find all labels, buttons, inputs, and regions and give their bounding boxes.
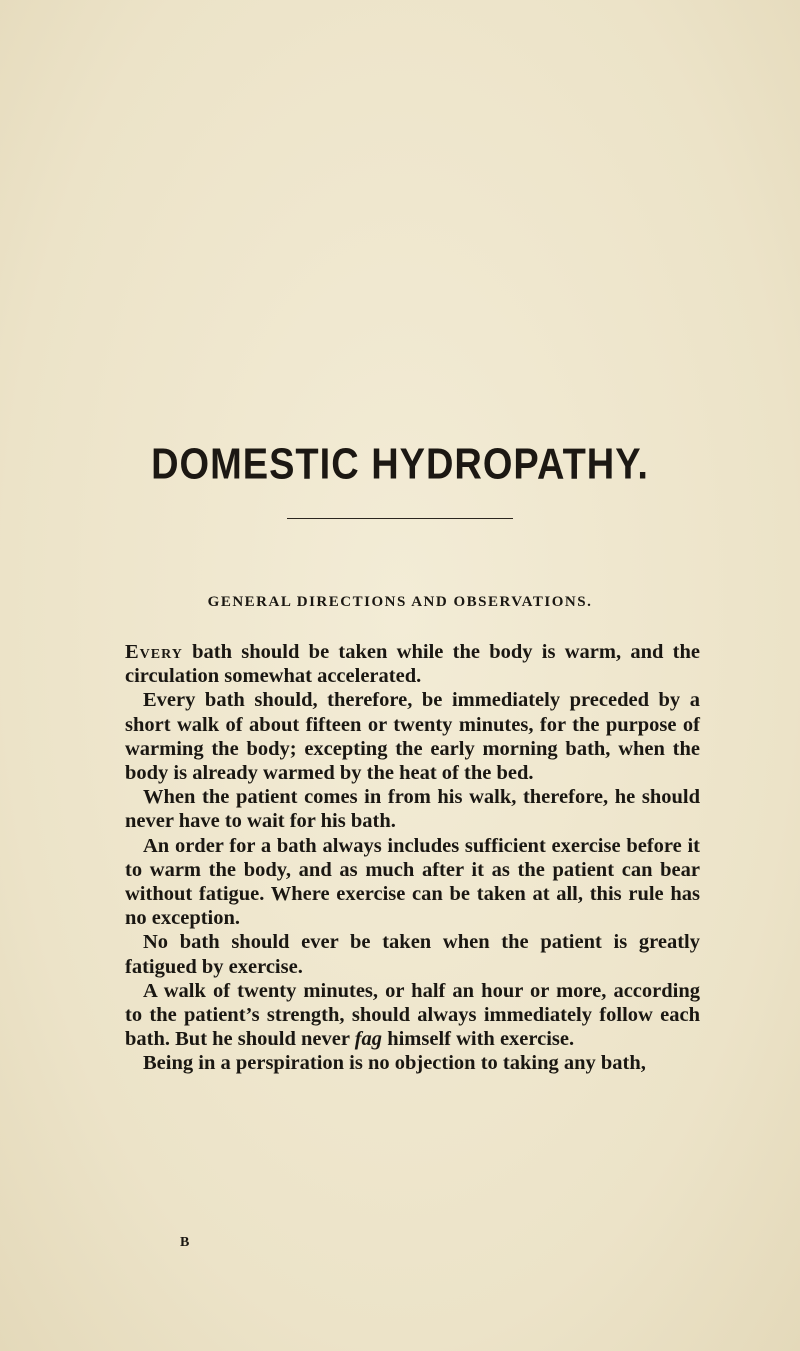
emphasized-word: fag	[354, 1028, 383, 1051]
paragraph-4: An order for a bath always includes sufficient exercise before it to warm the body, and as much after it as the patient can bear without fatigue. Where exercise can be taken at all, this rule has no exception.	[125, 834, 700, 930]
paragraph-1	[125, 640, 700, 688]
paragraph-6	[125, 979, 700, 1052]
body-text	[125, 640, 700, 1076]
paragraph-text: bath should be taken while the body is warm, and the circulation somewhat accelerated.	[125, 641, 700, 688]
paragraph-2: Every bath should, therefore, be immediately preceded by a short walk of about fifteen or twenty minutes, for the purpose of warming the body; excepting the early morning bath, when the body is already warmed by the heat of the bed.	[125, 689, 700, 785]
paragraph-3: When the patient comes in from his walk, therefore, he should never have to wait for his bath.	[125, 786, 700, 833]
paragraph-5: No bath should ever be taken when the patient is greatly fatigued by exercise.	[125, 931, 700, 978]
title-divider-rule	[287, 518, 513, 519]
section-heading: GENERAL DIRECTIONS AND OBSERVATIONS.	[207, 594, 593, 610]
paragraph-lead-word: Every	[125, 641, 183, 663]
paragraph-7: Being in a perspiration is no objection to taking any bath,	[143, 1052, 646, 1075]
signature-mark: B	[180, 1235, 190, 1250]
paragraph-text: himself with exercise.	[382, 1028, 575, 1051]
paragraph-text: A walk of twenty minutes, or half an hour or more, according to the patient’s strength, should always immediately follow each bath. But he should never	[125, 979, 700, 1051]
page-title: DOMESTIC HYDROPATHY.	[151, 440, 649, 490]
